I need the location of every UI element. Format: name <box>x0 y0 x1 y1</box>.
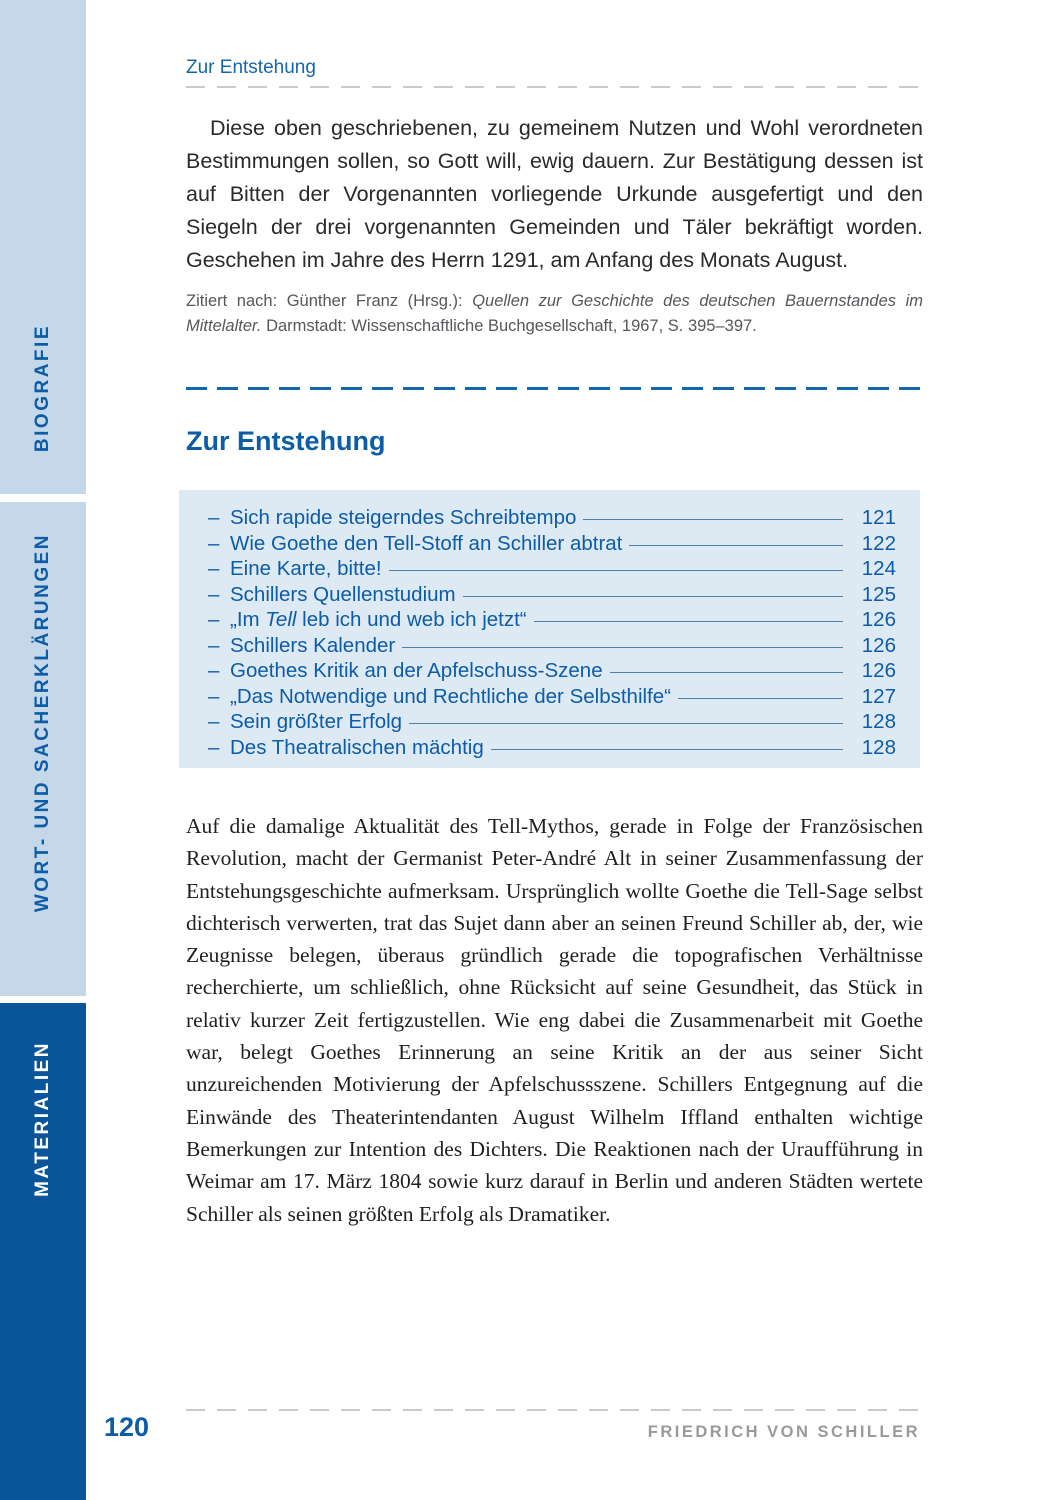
toc-entry-text <box>230 634 395 658</box>
toc-page-number: 124 <box>861 557 896 580</box>
toc-entry <box>208 557 896 583</box>
toc-entry-text-pre: „Das Notwendige und Rechtliche der Selbsthilfe“ <box>230 684 671 708</box>
sidebar-tab-materialien-label: MATERIALIEN <box>32 1041 53 1197</box>
toc-page-number: 126 <box>861 608 896 631</box>
toc-entry-text-pre: Wie Goethe den Tell-Stoff an Schiller abtrat <box>230 531 623 555</box>
toc-entry-text-pre: Schillers Kalender <box>230 633 396 657</box>
toc-page-number: 128 <box>861 710 896 733</box>
toc-page-number: 128 <box>861 735 896 759</box>
toc-entry-dash: – <box>208 684 220 708</box>
toc-entry-text <box>230 506 576 530</box>
toc-entry-text-pre: Goethes Kritik an der Apfelschuss-Szene <box>230 659 603 682</box>
toc-entry-text <box>230 532 622 556</box>
sidebar-tab-wort-und-sacherklaerungen-label: WORT- UND SACHERKLÄRUNGEN <box>32 532 53 912</box>
sidebar-tab-biografie <box>0 0 86 494</box>
toc-entry-text-pre: Des Theatralischen mächtig <box>230 735 484 759</box>
toc-page-number: 125 <box>861 582 896 606</box>
toc-page-number: 126 <box>861 633 896 657</box>
toc-entry <box>208 506 896 532</box>
toc-entry-text-pre: „Im <box>230 608 266 631</box>
toc-entry-text-italic: Tell <box>265 608 297 631</box>
toc-entry-dash: – <box>208 633 220 657</box>
toc-entry-text <box>230 710 402 734</box>
section-dashed-divider <box>186 387 922 390</box>
toc-entry-dash: – <box>208 608 220 631</box>
toc-entry-text <box>230 659 603 683</box>
toc-entry-text-pre: Schillers Quellenstudium <box>230 582 456 606</box>
citation-prefix: Zitiert nach: Günther Franz (Hrsg.): <box>186 292 473 310</box>
toc-entry <box>208 659 896 685</box>
sidebar-tab-materialien <box>0 1003 86 1500</box>
toc-entry-text <box>230 608 527 632</box>
toc-entry <box>208 710 896 736</box>
sidebar-tab-wort-und-sacherklaerungen <box>0 502 86 996</box>
toc-entry-text <box>230 685 671 709</box>
toc-entry-text-pre: Sich rapide steigerndes Schreibtempo <box>230 506 577 529</box>
toc-entry-text-post: leb ich und web ich jetzt“ <box>296 608 527 631</box>
toc-entry-dash: – <box>208 506 220 529</box>
toc-entry-dash: – <box>208 531 220 555</box>
page-number: 120 <box>104 1412 150 1442</box>
sidebar-tab-biografie-label: BIOGRAFIE <box>32 323 53 452</box>
toc-entry-dash: – <box>208 710 220 733</box>
citation <box>186 289 923 339</box>
toc-box <box>179 490 920 768</box>
toc-entry-dash: – <box>208 582 220 606</box>
toc-entry-text-pre: Eine Karte, bitte! <box>230 557 382 580</box>
toc-entry-dash: – <box>208 557 220 580</box>
toc-entry <box>208 608 896 634</box>
toc-page-number: 121 <box>861 506 896 529</box>
toc-page-number: 127 <box>861 684 896 708</box>
toc-entry <box>208 736 896 762</box>
toc-entry-text-pre: Sein größter Erfolg <box>230 710 403 733</box>
toc-entry <box>208 583 896 609</box>
toc-entry <box>208 634 896 660</box>
toc-page-number: 122 <box>861 531 896 555</box>
citation-italic-title: Quellen zur Geschichte des deutschen Bauernstandes im Mittelalter. <box>186 292 924 335</box>
body-paragraph: Auf die damalige Aktualität des Tell-Mythos, gerade in Folge der Französischen Revolution, macht der Germanist Peter-André Alt in seiner Zusammenfassung der Entstehungsgeschichte aufmerksam. Ursprünglich wollte Goethe die Tell-Sage selbst dichterisch verwerten, trat das Sujet dann aber an seinen Freund Schiller ab, der, wie Zeugnisse belegen, überaus gründlich gerade die topografischen Verhältnisse recherchierte, um schließlich, ohne Rücksicht auf seine Gesundheit, das Stück in relativ kurzer Zeit fertigzustellen. Wie eng dabei die Zusammenarbeit mit Goethe war, belegt Goethes Erinnerung an seine Kritik an der aus seiner Sicht unzureichenden Motivierung der Apfelschussszene. Schillers Entgegnung auf die Einwände des Theaterintendanten August Wilhelm Iffland enthalten wichtige Bemerkungen zur Intention des Dichters. Die Reaktionen nach der Uraufführung in Weimar am 17. März 1804 sowie kurz darauf in Berlin und anderen Städten wertete Schiller als seinen größten Erfolg als Dramatiker. <box>186 814 923 1226</box>
footer-running-title: FRIEDRICH VON SCHILLER <box>647 1423 920 1441</box>
toc-entry-text <box>230 583 456 607</box>
footer-dashed-divider <box>186 1409 921 1411</box>
toc-entry-dash: – <box>208 659 220 682</box>
toc-entry <box>208 685 896 711</box>
running-header: Zur Entstehung <box>186 57 316 78</box>
toc-entry <box>208 532 896 558</box>
citation-suffix: Darmstadt: Wissenschaftliche Buchgesellschaft, 1967, S. 395–397. <box>261 317 757 335</box>
header-dashed-divider <box>186 86 921 88</box>
toc-entry-text <box>230 557 382 581</box>
toc-page-number: 126 <box>861 659 896 682</box>
toc-entry-dash: – <box>208 735 220 759</box>
quote-paragraph: Diese oben geschriebenen, zu gemeinem Nutzen und Wohl verordneten Bestimmungen sollen, so Gott will, ewig dauern. Zur Bestätigung dessen ist auf Bitten der Vorgenannten vorliegende Urkunde ausgefertigt und den Siegeln der drei vorgenannten Gemeinden und Täler bekräftigt worden. Geschehen im Jahre des Herrn 1291, am Anfang des Monats August. <box>186 116 923 272</box>
toc-entry-text <box>230 736 484 760</box>
section-title: Zur Entstehung <box>186 426 386 456</box>
